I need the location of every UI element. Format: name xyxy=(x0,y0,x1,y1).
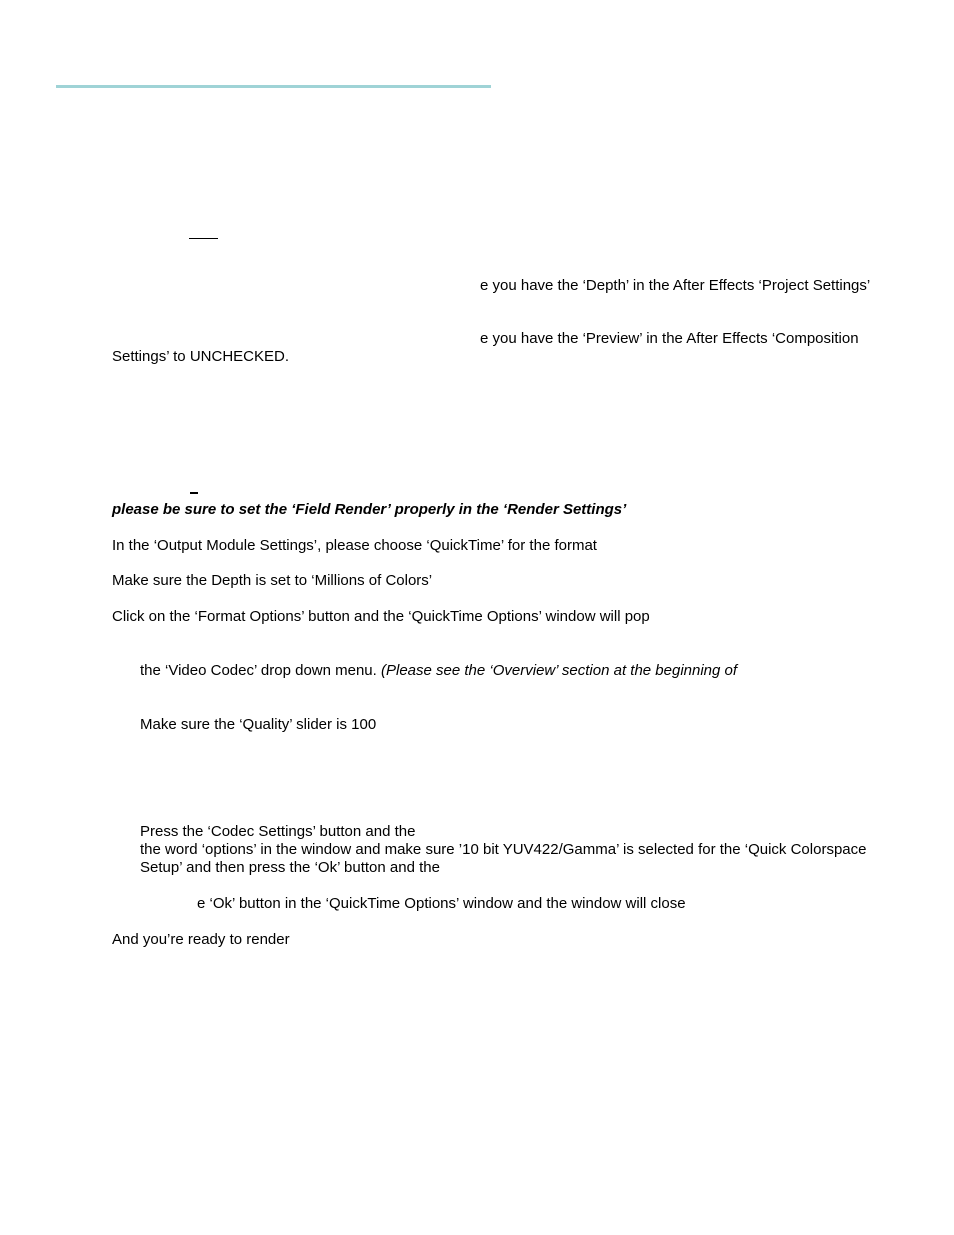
depth-millions-text: Make sure the Depth is set to ‘Millions of Colors’ xyxy=(112,572,433,589)
codec-settings-text-cont: the word ‘options’ in the window and make sure ’10 bit YUV422/Gamma’ is selected for the ‘Quick Colorspace xyxy=(140,841,867,858)
depth-project-settings-text: e you have the ‘Depth’ in the After Effects ‘Project Settings’ xyxy=(480,277,871,294)
format-options-text: Click on the ‘Format Options’ button and the ‘QuickTime Options’ window will pop xyxy=(112,608,650,625)
output-module-text: In the ‘Output Module Settings’, please choose ‘QuickTime’ for the format xyxy=(112,537,597,554)
video-codec-plain: the ‘Video Codec’ drop down menu. xyxy=(140,662,381,679)
field-render-note: please be sure to set the ‘Field Render’ properly in the ‘Render Settings’ xyxy=(112,501,627,518)
preview-composition-text: e you have the ‘Preview’ in the After Effects ‘Composition xyxy=(480,330,859,347)
preview-composition-text-cont: Settings’ to UNCHECKED. xyxy=(112,348,289,365)
codec-settings-text: Press the ‘Codec Settings’ button and the xyxy=(140,823,416,840)
video-codec-text xyxy=(140,662,737,680)
ok-quicktime-text: e ‘Ok’ button in the ‘QuickTime Options’ window and the window will close xyxy=(197,895,686,912)
underline-mark xyxy=(189,238,218,239)
video-codec-italic: (Please see the ‘Overview’ section at the beginning of xyxy=(381,662,738,679)
codec-settings-text-cont2: Setup’ and then press the ‘Ok’ button and the xyxy=(140,859,440,876)
quality-slider-text: Make sure the ‘Quality’ slider is 100 xyxy=(140,716,377,733)
ready-render-text: And you’re ready to render xyxy=(112,931,290,948)
header-rule xyxy=(56,85,491,88)
dash-mark xyxy=(190,492,198,494)
